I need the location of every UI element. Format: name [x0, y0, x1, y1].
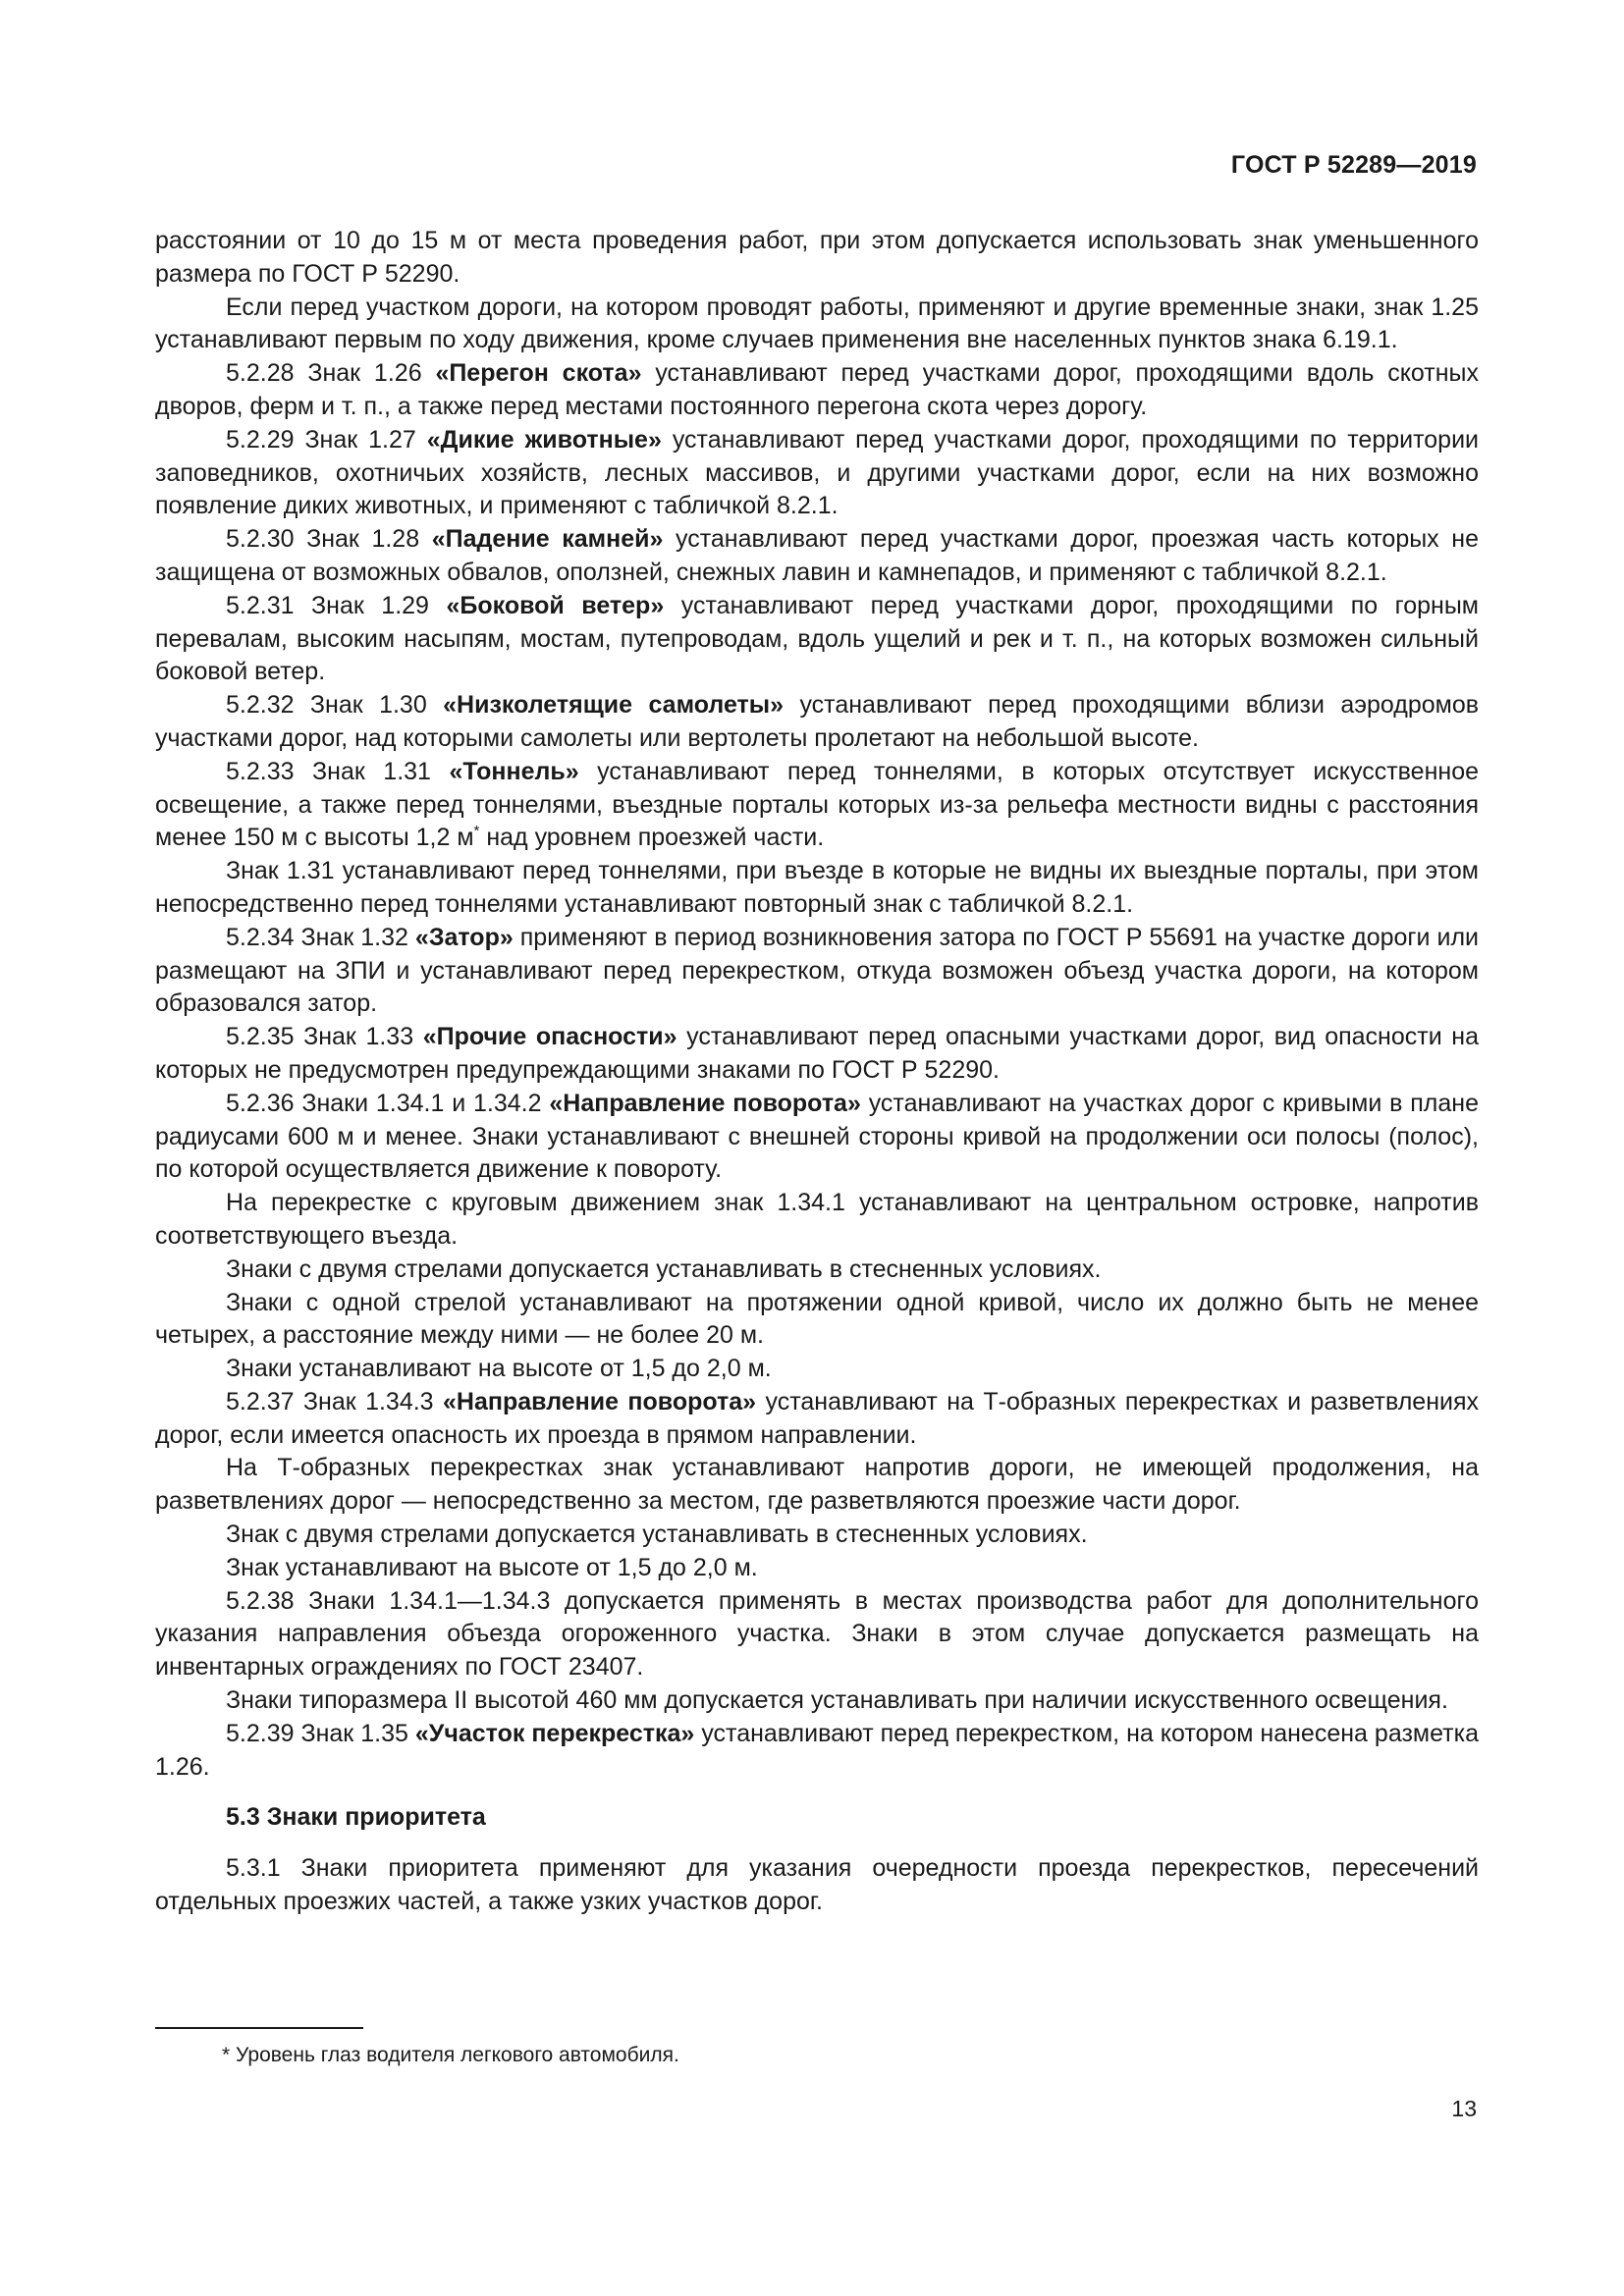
paragraph: 5.2.31 Знак 1.29 «Боковой ветер» устанавливают перед участками дорог, проходящими по горным перевалам, высоким насыпям, мостам, путепроводам, вдоль ущелий и рек и т. п., на которых возможен сильный боковой ветер. [155, 591, 1479, 686]
footnote: * Уровень глаз водителя легкового автомобиля. [222, 2044, 679, 2066]
sign-name: «Падение камней» [431, 525, 664, 554]
sign-name: «Направление поворота» [549, 1089, 861, 1117]
footnote-marker: * [473, 823, 480, 840]
paragraph: 5.2.34 Знак 1.32 «Затор» применяют в период возникновения затора по ГОСТ Р 55691 на участке дороги или размещают на ЗПИ и устанавливают перед перекрестком, откуда возможен объезд участка дороги, на котором образовался затор. [155, 923, 1480, 1018]
paragraph: 5.2.39 Знак 1.35 «Участок перекрестка» устанавливают перед перекрестком, на котором нанесена разметка 1.26. [155, 1719, 1480, 1781]
paragraph: 5.2.37 Знак 1.34.3 «Направление поворота» устанавливают на Т-образных перекрестках и разветвлениях дорог, если имеется опасность их проезда в прямом направлении. [155, 1387, 1480, 1449]
paragraph: расстоянии от 10 до 15 м от места проведения работ, при этом допускается использовать знак уменьшенного размера по ГОСТ Р 52290. [155, 227, 1479, 288]
paragraph: 5.2.30 Знак 1.28 «Падение камней» устанавливают перед участками дорог, проезжая часть которых не защищена от возможных обвалов, оползней, снежных лавин и камнепадов, и применяют с табличкой 8.2.1. [155, 525, 1479, 586]
paragraph: Знак устанавливают на высоте от 1,5 до 2,0 м. [226, 1553, 758, 1581]
paragraph: Знак 1.31 устанавливают перед тоннелями, при въезде в которые не видны их выездные порталы, при этом непосредственно перед тоннелями устанавливают повторный знак с табличкой 8.2.1. [155, 857, 1479, 918]
page-body [155, 225, 1479, 1919]
paragraph: 5.3.1 Знаки приоритета применяют для указания очередности проезда перекрестков, пересечений отдельных проезжих частей, а также узких участков дорог. [155, 1854, 1479, 1916]
paragraph: На перекрестке с круговым движением знак 1.34.1 устанавливают на центральном островке, напротив соответствующего въезда. [155, 1189, 1479, 1250]
paragraph: Если перед участком дороги, на котором проводят работы, применяют и другие временные знаки, знак 1.25 устанавливают первым по ходу движения, кроме случаев применения вне населенных пунктов знака 6.19.1. [155, 293, 1479, 354]
sign-name: «Тоннель» [449, 757, 579, 785]
paragraph: 5.2.28 Знак 1.26 «Перегон скота» устанавливают перед участками дорог, проходящими вдоль скотных дворов, ферм и т. п., а также перед местами постоянного перегона скота через дорогу. [155, 359, 1480, 420]
sign-name: «Низколетящие самолеты» [443, 691, 785, 720]
sign-name: «Направление поворота» [443, 1387, 757, 1415]
paragraph: Знаки с одной стрелой устанавливают на протяжении одной кривой, число их должно быть не менее четырех, а расстояние между ними — не более 20 м. [155, 1288, 1479, 1350]
paragraph: Знаки с двумя стрелами допускается устанавливать в стесненных условиях. [226, 1255, 1102, 1283]
section-heading: 5.3 Знаки приоритета [226, 1803, 486, 1832]
paragraph: На Т-образных перекрестках знак устанавливают напротив дороги, не имеющей продолжения, на разветвлениях дорог — непосредственно за местом, где разветвляются проезжие части дорог. [155, 1454, 1479, 1516]
sign-name: «Дикие животные» [426, 425, 662, 454]
paragraph: Знаки устанавливают на высоте от 1,5 до 2,0 м. [226, 1355, 772, 1383]
sign-name: «Перегон скота» [435, 359, 642, 388]
paragraph: 5.2.36 Знаки 1.34.1 и 1.34.2 «Направление поворота» устанавливают на участках дорог с кривыми в плане радиусами 600 м и менее. Знаки устанавливают с внешней стороны кривой на продолжении оси полосы (полос), по которой осуществляется движение к повороту. [155, 1089, 1479, 1184]
sign-name: «Участок перекрестка» [414, 1719, 695, 1747]
paragraph: 5.2.38 Знаки 1.34.1—1.34.3 допускается применять в местах производства работ для дополнительного указания направления объезда огороженного участка. Знаки в этом случае допускается размещать на инвентарных ограждениях по ГОСТ 23407. [155, 1586, 1479, 1682]
sign-name: «Боковой ветер» [446, 591, 665, 619]
paragraph: Знак с двумя стрелами допускается устанавливать в стесненных условиях. [226, 1521, 1088, 1549]
paragraph: 5.2.32 Знак 1.30 «Низколетящие самолеты» устанавливают перед проходящими вблизи аэродромов участками дорог, над которыми самолеты или вертолеты пролетают на небольшой высоте. [155, 691, 1480, 752]
sign-name: «Затор» [414, 923, 514, 951]
paragraph: 5.2.35 Знак 1.33 «Прочие опасности» устанавливают перед опасными участками дорог, вид опасности на которых не предусмотрен предупреждающими знаками по ГОСТ Р 52290. [155, 1023, 1479, 1084]
page-number: 13 [1451, 2096, 1477, 2121]
paragraph: 5.2.33 Знак 1.31 «Тоннель» устанавливают перед тоннелями, в которых отсутствует искусственное освещение, а также перед тоннелями, въездные порталы которых из-за рельефа местности видны с расстояния менее 150 м с высоты 1,2 м* над уровнем проезжей части. [155, 757, 1480, 852]
paragraph: 5.2.29 Знак 1.27 «Дикие животные» устанавливают перед участками дорог, проходящими по территории заповедников, охотничьих хозяйств, лесных массивов, и другими участками дорог, если на них возможно появление диких животных, и применяют с табличкой 8.2.1. [155, 425, 1479, 520]
footnote-divider [155, 2027, 363, 2029]
sign-name: «Прочие опасности» [422, 1023, 677, 1051]
document-header: ГОСТ Р 52289—2019 [1230, 151, 1477, 179]
paragraph: Знаки типоразмера II высотой 460 мм допускается устанавливать при наличии искусственного освещения. [226, 1686, 1448, 1715]
